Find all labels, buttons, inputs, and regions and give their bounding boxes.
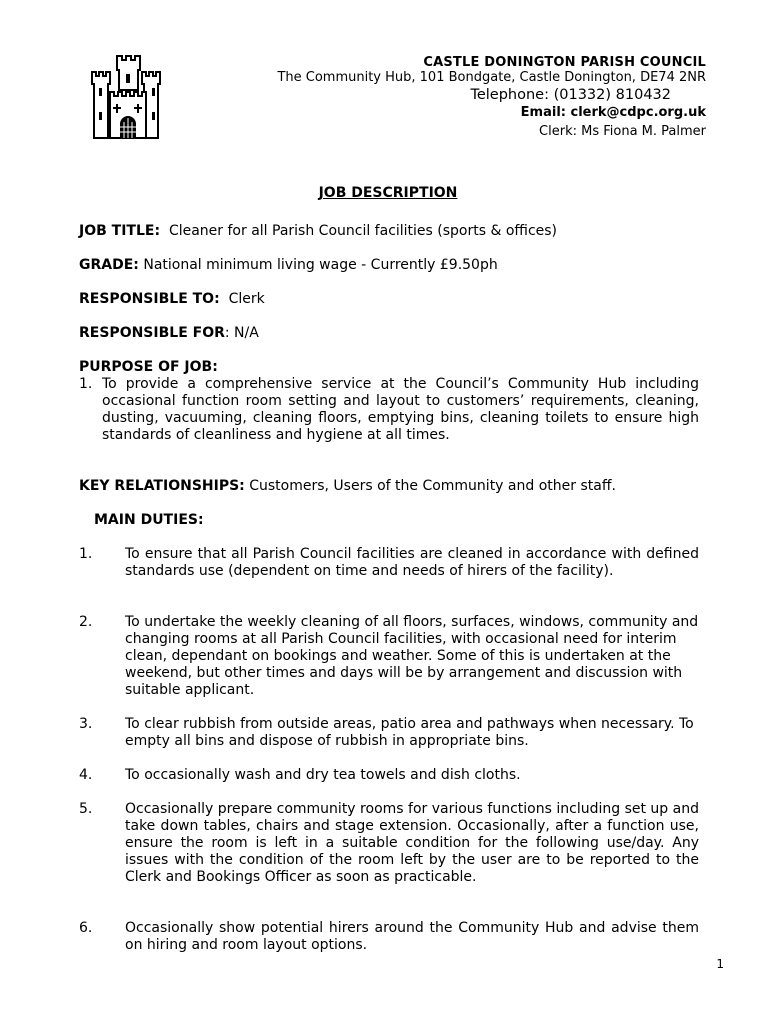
- duty-text: Occasionally show potential hirers around the Community Hub and advise them on hiring and room layout options.: [125, 920, 699, 953]
- job-title-row: [79, 223, 557, 239]
- council-email[interactable]: Email: clerk@cdpc.org.uk: [520, 105, 706, 120]
- duty-text: To ensure that all Parish Council facilities are cleaned in accordance with defined standards use (dependent on time and needs of hirers of the facility).: [125, 546, 699, 579]
- duty-text: To clear rubbish from outside areas, patio area and pathways when necessary. To empty all bins and dispose of rubbish in appropriate bins.: [125, 716, 694, 749]
- duty-item: [79, 920, 721, 954]
- main-duties-heading: MAIN DUTIES:: [94, 512, 204, 528]
- key-relationships-value: Customers, Users of the Community and other staff.: [249, 478, 616, 494]
- purpose-list: [79, 376, 699, 444]
- council-telephone: Telephone: (01332) 810432: [470, 87, 671, 103]
- document-title: JOB DESCRIPTION: [318, 185, 458, 201]
- responsible-to-row: [79, 291, 265, 307]
- job-title-label: JOB TITLE:: [79, 223, 161, 239]
- key-relationships-row: [79, 478, 616, 494]
- job-title-value: Cleaner for all Parish Council facilities (sports & offices): [168, 223, 558, 239]
- grade-label: GRADE:: [79, 257, 139, 273]
- duty-number: 4.: [79, 767, 93, 783]
- duty-item: [79, 716, 721, 750]
- list-item-number: 1.: [79, 376, 93, 392]
- duty-number: 3.: [79, 716, 93, 732]
- duty-text: Occasionally prepare community rooms for various functions including set up and take down tables, chairs and stage extension. Occasionally, after a function use, ensure the room is left in a suitable condition for the following use/day. Any issues with the condition of the room left by the user are to be reported to the Clerk and Bookings Officer as soon as practicable.: [125, 801, 699, 885]
- duty-number: 2.: [79, 614, 93, 630]
- grade-value: National minimum living wage - Currently £9.50ph: [143, 257, 498, 273]
- responsible-to-value: Clerk: [228, 291, 265, 307]
- grade-row: [79, 257, 498, 273]
- duty-number: 1.: [79, 546, 93, 562]
- council-name: CASTLE DONINGTON PARISH COUNCIL: [423, 55, 706, 70]
- duty-text: To undertake the weekly cleaning of all floors, surfaces, windows, community and changing rooms at all Parish Council facilities, with occasional need for interim clean, dependant on bookings and weather. Some of this is undertaken at the weekend, but other times and days will be by arrangement and discussion with suitable applicant.: [125, 614, 699, 698]
- responsible-for-row: [79, 325, 259, 341]
- castle-crest-icon: [90, 52, 166, 140]
- responsible-for-value: : N/A: [224, 325, 259, 341]
- duty-item: [79, 767, 721, 784]
- duty-item: [79, 614, 721, 699]
- duty-item: [79, 801, 721, 886]
- responsible-to-label: RESPONSIBLE TO:: [79, 291, 220, 307]
- key-relationships-label: KEY RELATIONSHIPS:: [79, 478, 245, 494]
- page-number: 1: [716, 957, 724, 971]
- list-item-text: To provide a comprehensive service at the Council’s Community Hub including occasional function room setting and layout to customers’ requirements, cleaning, dusting, vacuuming, cleaning floors, emptying bins, cleaning toilets to ensure high standards of cleanliness and hygiene at all times.: [102, 376, 699, 443]
- duty-number: 6.: [79, 920, 93, 936]
- list-item: [79, 376, 699, 444]
- duty-text: To occasionally wash and dry tea towels and dish cloths.: [125, 767, 521, 783]
- duty-item: [79, 546, 721, 580]
- council-address: The Community Hub, 101 Bondgate, Castle Donington, DE74 2NR: [277, 70, 706, 85]
- responsible-for-label: RESPONSIBLE FOR: [79, 325, 225, 341]
- purpose-label: PURPOSE OF JOB:: [79, 359, 218, 375]
- duty-number: 5.: [79, 801, 93, 817]
- council-clerk: Clerk: Ms Fiona M. Palmer: [539, 124, 706, 139]
